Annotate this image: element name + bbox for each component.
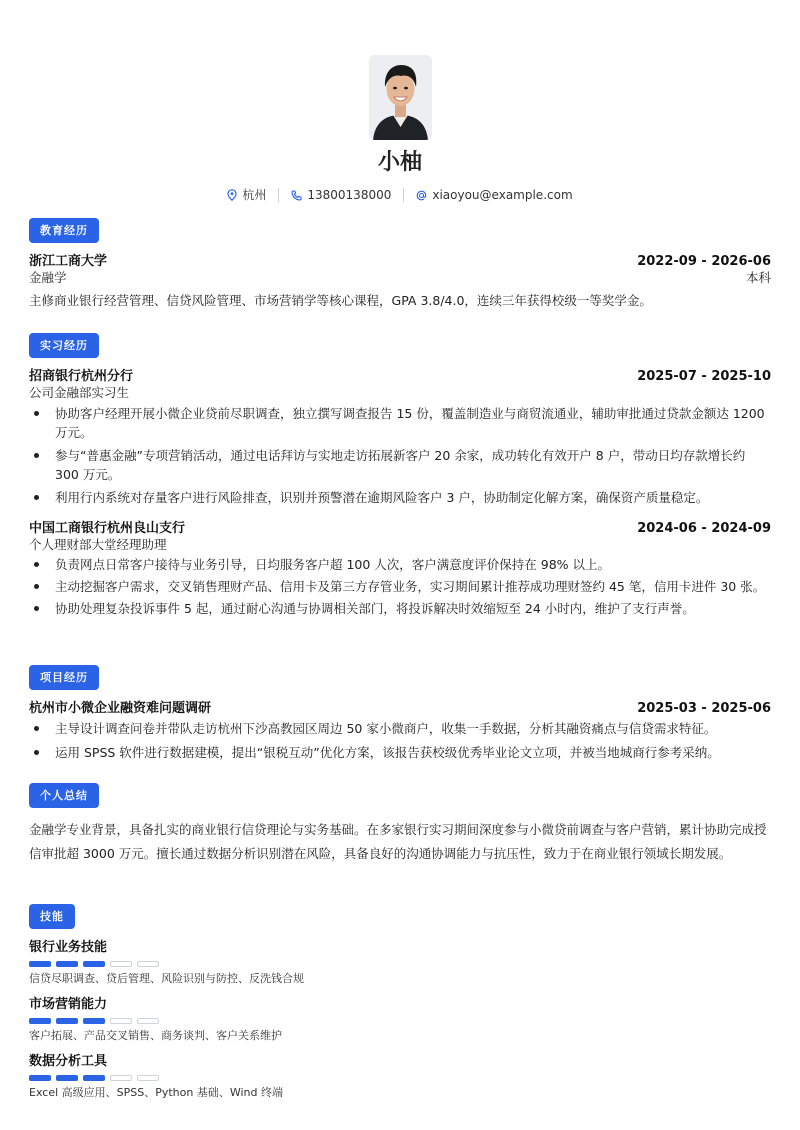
skill-bar-filled <box>83 961 105 967</box>
internship-role: 公司金融部实习生 <box>29 385 130 400</box>
internship-section <box>29 333 771 618</box>
education-row <box>29 253 771 270</box>
internship-header <box>29 520 771 537</box>
avatar-photo <box>369 55 432 140</box>
internship-entry <box>29 368 771 507</box>
skills-list <box>29 939 771 1100</box>
degree: 本科 <box>745 270 771 285</box>
project-bullets <box>29 719 771 762</box>
section-tag-project: 项目经历 <box>29 665 99 690</box>
city-text: 杭州 <box>242 188 267 202</box>
skill-bar-empty <box>110 1018 132 1024</box>
internship-role: 个人理财部大堂经理助理 <box>29 537 167 552</box>
skill-item <box>29 939 771 986</box>
bullet-item: 协助处理复杂投诉事件 5 起，通过耐心沟通与协调相关部门，将投诉解决时效缩短至 24 小时内，维护了支行声誉。 <box>29 599 771 618</box>
phone-text: 13800138000 <box>307 188 392 202</box>
education-description: 主修商业银行经营管理、信贷风险管理、市场营销学等核心课程，GPA 3.8/4.0，连续三年获得校级一等奖学金。 <box>29 293 652 308</box>
email-text: xiaoyou@example.com <box>432 188 573 202</box>
internship-header <box>29 368 771 385</box>
section-tag-education: 教育经历 <box>29 218 99 243</box>
skill-bar-filled <box>83 1018 105 1024</box>
summary-text: 金融学专业背景，具备扎实的商业银行信贷理论与实务基础。在多家银行实习期间深度参与小微贷前调查与客户营销，累计协助完成授信审批超 3000 万元。擅长通过数据分析识别潜在风险，具备良好的沟通协调能力与抗压性，致力于在商业银行领域长期发展。 <box>29 822 767 861</box>
skill-bar-filled <box>56 1075 78 1081</box>
education-section <box>29 218 771 310</box>
skill-bar-empty <box>110 961 132 967</box>
skill-level-bars <box>29 961 771 967</box>
education-date: 2022-09 - 2026-06 <box>637 254 771 269</box>
project-header <box>29 700 771 717</box>
contact-email[interactable] <box>416 187 572 203</box>
internship-bullets <box>29 404 771 507</box>
skill-bar-empty <box>137 961 159 967</box>
skill-bar-filled <box>56 1018 78 1024</box>
internship-entry <box>29 520 771 618</box>
bullet-item: 主导设计调查问卷并带队走访杭州下沙高教园区周边 50 家小微商户，收集一手数据，分析其融资痛点与信贷需求特征。 <box>29 719 771 738</box>
skill-title: 市场营销能力 <box>29 997 108 1012</box>
location-pin-icon <box>227 189 237 201</box>
section-tag-internship: 实习经历 <box>29 333 99 358</box>
major: 金融学 <box>29 270 67 285</box>
project-date: 2025-03 - 2025-06 <box>637 701 771 716</box>
section-tag-skills: 技能 <box>29 904 75 929</box>
skill-bar-empty <box>137 1018 159 1024</box>
at-sign-icon <box>416 190 427 201</box>
skill-level-bars <box>29 1018 771 1024</box>
bullet-item: 利用行内系统对存量客户进行风险排查，识别并预警潜在逾期风险客户 3 户，协助制定化解方案，确保资产质量稳定。 <box>29 488 771 507</box>
skill-bar-filled <box>83 1075 105 1081</box>
skill-level-bars <box>29 1075 771 1081</box>
contact-city <box>227 187 266 203</box>
candidate-name: 小柚 <box>377 150 422 175</box>
internship-bullets <box>29 555 771 618</box>
section-tag-summary: 个人总结 <box>29 783 99 808</box>
skill-description: 信贷尽职调查、贷后管理、风险识别与防控、反洗钱合规 <box>29 972 304 985</box>
internship-date: 2025-07 - 2025-10 <box>637 369 771 384</box>
project-title: 杭州市小微企业融资难问题调研 <box>29 701 212 716</box>
contact-divider <box>278 188 279 202</box>
phone-icon <box>291 190 302 201</box>
project-section <box>29 665 771 762</box>
skill-item <box>29 1053 771 1100</box>
bullet-item: 负责网点日常客户接待与业务引导，日均服务客户超 100 人次，客户满意度评价保持在 98% 以上。 <box>29 555 771 574</box>
skill-bar-filled <box>29 1075 51 1081</box>
skill-description: Excel 高级应用、SPSS、Python 基础、Wind 终端 <box>29 1086 283 1099</box>
avatar <box>369 55 432 140</box>
skill-title: 银行业务技能 <box>29 940 108 955</box>
internship-date: 2024-06 - 2024-09 <box>637 521 771 536</box>
education-subrow <box>29 270 771 286</box>
skill-title: 数据分析工具 <box>29 1054 108 1069</box>
skill-item <box>29 996 771 1043</box>
skill-description: 客户拓展、产品交叉销售、商务谈判、客户关系维护 <box>29 1029 282 1042</box>
skill-bar-empty <box>110 1075 132 1081</box>
bullet-item: 协助客户经理开展小微企业贷前尽职调查，独立撰写调查报告 15 份，覆盖制造业与商贸流通业，辅助审批通过贷款金额达 1200 万元。 <box>29 404 771 442</box>
bullet-item: 参与“普惠金融”专项营销活动，通过电话拜访与实地走访拓展新客户 20 余家，成功转化有效开户 8 户，带动日均存款增长约 300 万元。 <box>29 446 771 484</box>
company-name: 中国工商银行杭州良山支行 <box>29 521 186 536</box>
summary-section <box>29 783 771 866</box>
company-name: 招商银行杭州分行 <box>29 369 134 384</box>
resume-header <box>29 0 771 203</box>
skill-bar-empty <box>137 1075 159 1081</box>
skill-bar-filled <box>56 961 78 967</box>
contact-bar <box>29 187 771 203</box>
school-name: 浙江工商大学 <box>29 254 108 269</box>
bullet-item: 运用 SPSS 软件进行数据建模，提出“银税互动”优化方案，该报告获校级优秀毕业论文立项，并被当地城商行参考采纳。 <box>29 743 771 762</box>
skill-bar-filled <box>29 961 51 967</box>
bullet-item: 主动挖掘客户需求，交叉销售理财产品、信用卡及第三方存管业务，实习期间累计推荐成功理财签约 45 笔，信用卡进件 30 张。 <box>29 577 771 596</box>
contact-divider <box>403 188 404 202</box>
skill-bar-filled <box>29 1018 51 1024</box>
contact-phone[interactable] <box>291 187 391 203</box>
skills-section <box>29 904 771 1100</box>
